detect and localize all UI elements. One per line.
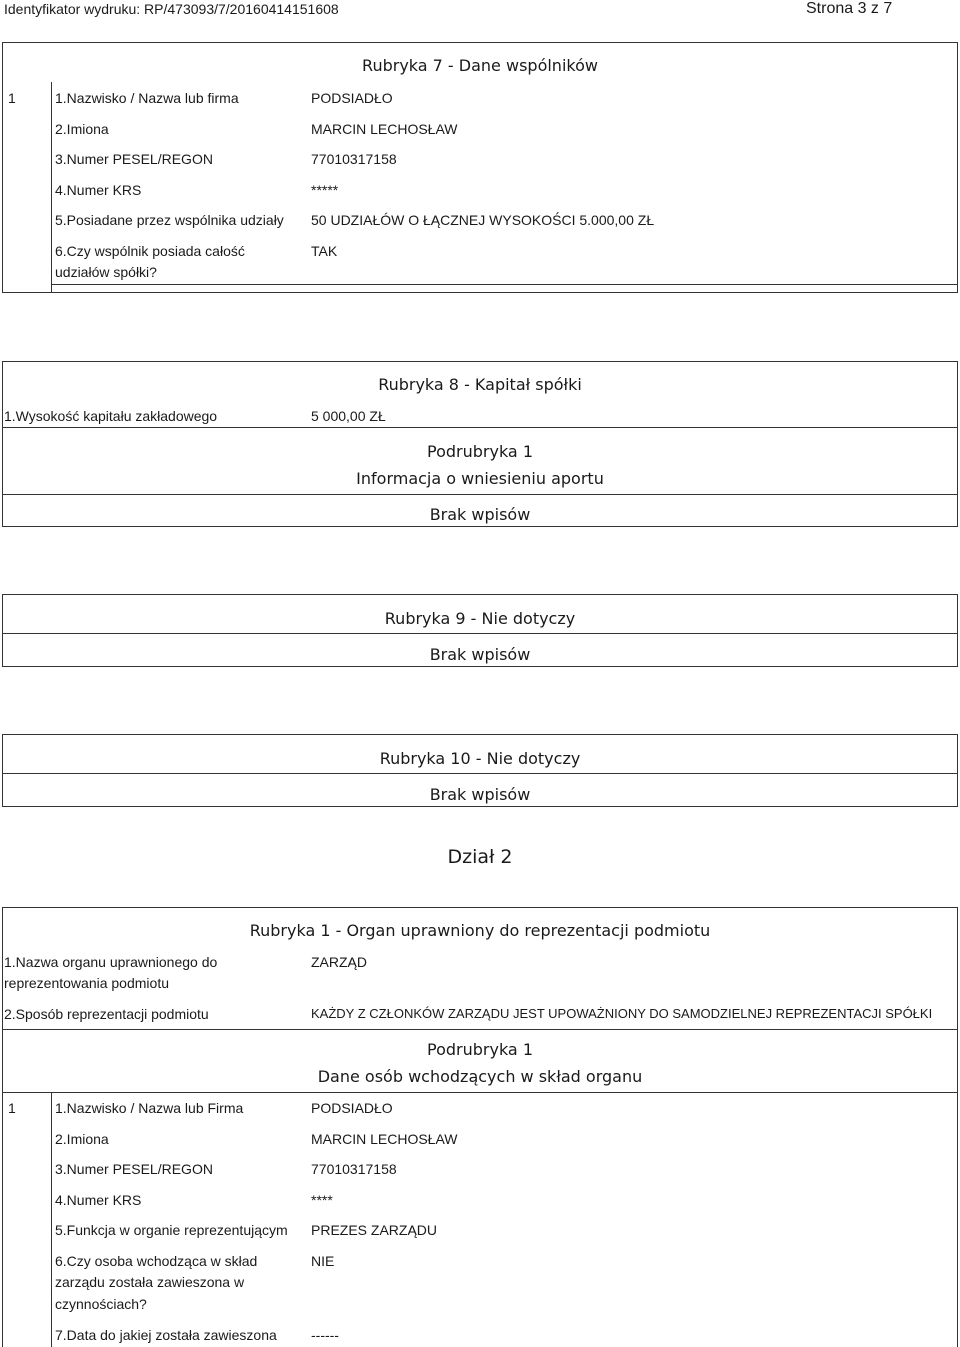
field-label: 1.Nazwisko / Nazwa lub Firma	[55, 1100, 244, 1116]
podrubryka-subtitle: Dane osób wchodzących w skład organu	[317, 1067, 643, 1086]
field-label: reprezentowania podmiotu	[4, 975, 169, 991]
podrubryka-title: Podrubryka 1	[427, 1040, 533, 1059]
field-value: 77010317158	[311, 151, 397, 167]
empty-notice: Brak wpisów	[429, 505, 531, 524]
field-label: 4.Numer KRS	[55, 182, 142, 198]
row-index: 1	[8, 90, 16, 106]
field-label: 1.Nazwisko / Nazwa lub firma	[55, 90, 239, 106]
field-value: 50 UDZIAŁÓW O ŁĄCZNEJ WYSOKOŚCI 5.000,00 ZŁ	[311, 212, 655, 228]
field-value: MARCIN LECHOSŁAW	[311, 1131, 458, 1147]
field-value: 77010317158	[311, 1161, 397, 1177]
field-label: 1.Nazwa organu uprawnionego do	[4, 954, 218, 970]
field-value: ------	[311, 1327, 339, 1343]
field-value: KAŻDY Z CZŁONKÓW ZARZĄDU JEST UPOWAŻNIONY DO SAMODZIELNEJ REPREZENTACJI SPÓŁKI	[311, 1006, 933, 1021]
field-label: 1.Wysokość kapitału zakładowego	[4, 408, 218, 424]
field-value: MARCIN LECHOSŁAW	[311, 121, 458, 137]
field-label: 2.Imiona	[55, 1131, 109, 1147]
field-label: 5.Posiadane przez wspólnika udziały	[55, 212, 284, 228]
empty-notice: Brak wpisów	[429, 785, 531, 804]
rubryka-8-title: Rubryka 8 - Kapitał spółki	[378, 375, 582, 394]
field-value: NIE	[311, 1253, 335, 1269]
field-label: 7.Data do jakiej została zawieszona	[55, 1327, 277, 1343]
rubryka-7-title: Rubryka 7 - Dane wspólników	[362, 56, 598, 75]
field-label: 2.Imiona	[55, 121, 109, 137]
rubryka-10-title: Rubryka 10 - Nie dotyczy	[379, 749, 581, 768]
empty-notice: Brak wpisów	[429, 645, 531, 664]
podrubryka-subtitle: Informacja o wniesieniu aportu	[356, 469, 604, 488]
rubryka-9-title: Rubryka 9 - Nie dotyczy	[384, 609, 576, 628]
field-label: udziałów spółki?	[55, 264, 157, 280]
field-label: zarządu została zawieszona w	[55, 1274, 245, 1290]
field-value: PREZES ZARZĄDU	[311, 1222, 438, 1238]
field-value: 5 000,00 ZŁ	[311, 408, 386, 424]
rubryka-1-title: Rubryka 1 - Organ uprawniony do reprezentacji podmiotu	[249, 921, 711, 940]
field-label: 4.Numer KRS	[55, 1192, 142, 1208]
field-label: 5.Funkcja w organie reprezentującym	[55, 1222, 288, 1238]
row-index: 1	[8, 1100, 16, 1116]
podrubryka-title: Podrubryka 1	[427, 442, 533, 461]
field-value: PODSIADŁO	[311, 90, 393, 106]
field-value: TAK	[311, 243, 338, 259]
field-label: 2.Sposób reprezentacji podmiotu	[4, 1006, 209, 1022]
field-label: czynnościach?	[55, 1296, 147, 1312]
field-label: 3.Numer PESEL/REGON	[55, 151, 213, 167]
field-value: ZARZĄD	[311, 954, 367, 970]
field-value: *****	[311, 182, 339, 198]
field-value: ****	[311, 1192, 333, 1208]
field-value: PODSIADŁO	[311, 1100, 393, 1116]
field-label: 3.Numer PESEL/REGON	[55, 1161, 213, 1177]
field-label: 6.Czy wspólnik posiada całość	[55, 243, 245, 259]
page-number: Strona 3 z 7	[806, 0, 893, 17]
section-heading: Dział 2	[447, 846, 513, 868]
field-label: 6.Czy osoba wchodząca w skład	[55, 1253, 258, 1269]
print-identifier: Identyfikator wydruku: RP/473093/7/20160414151608	[4, 1, 339, 17]
